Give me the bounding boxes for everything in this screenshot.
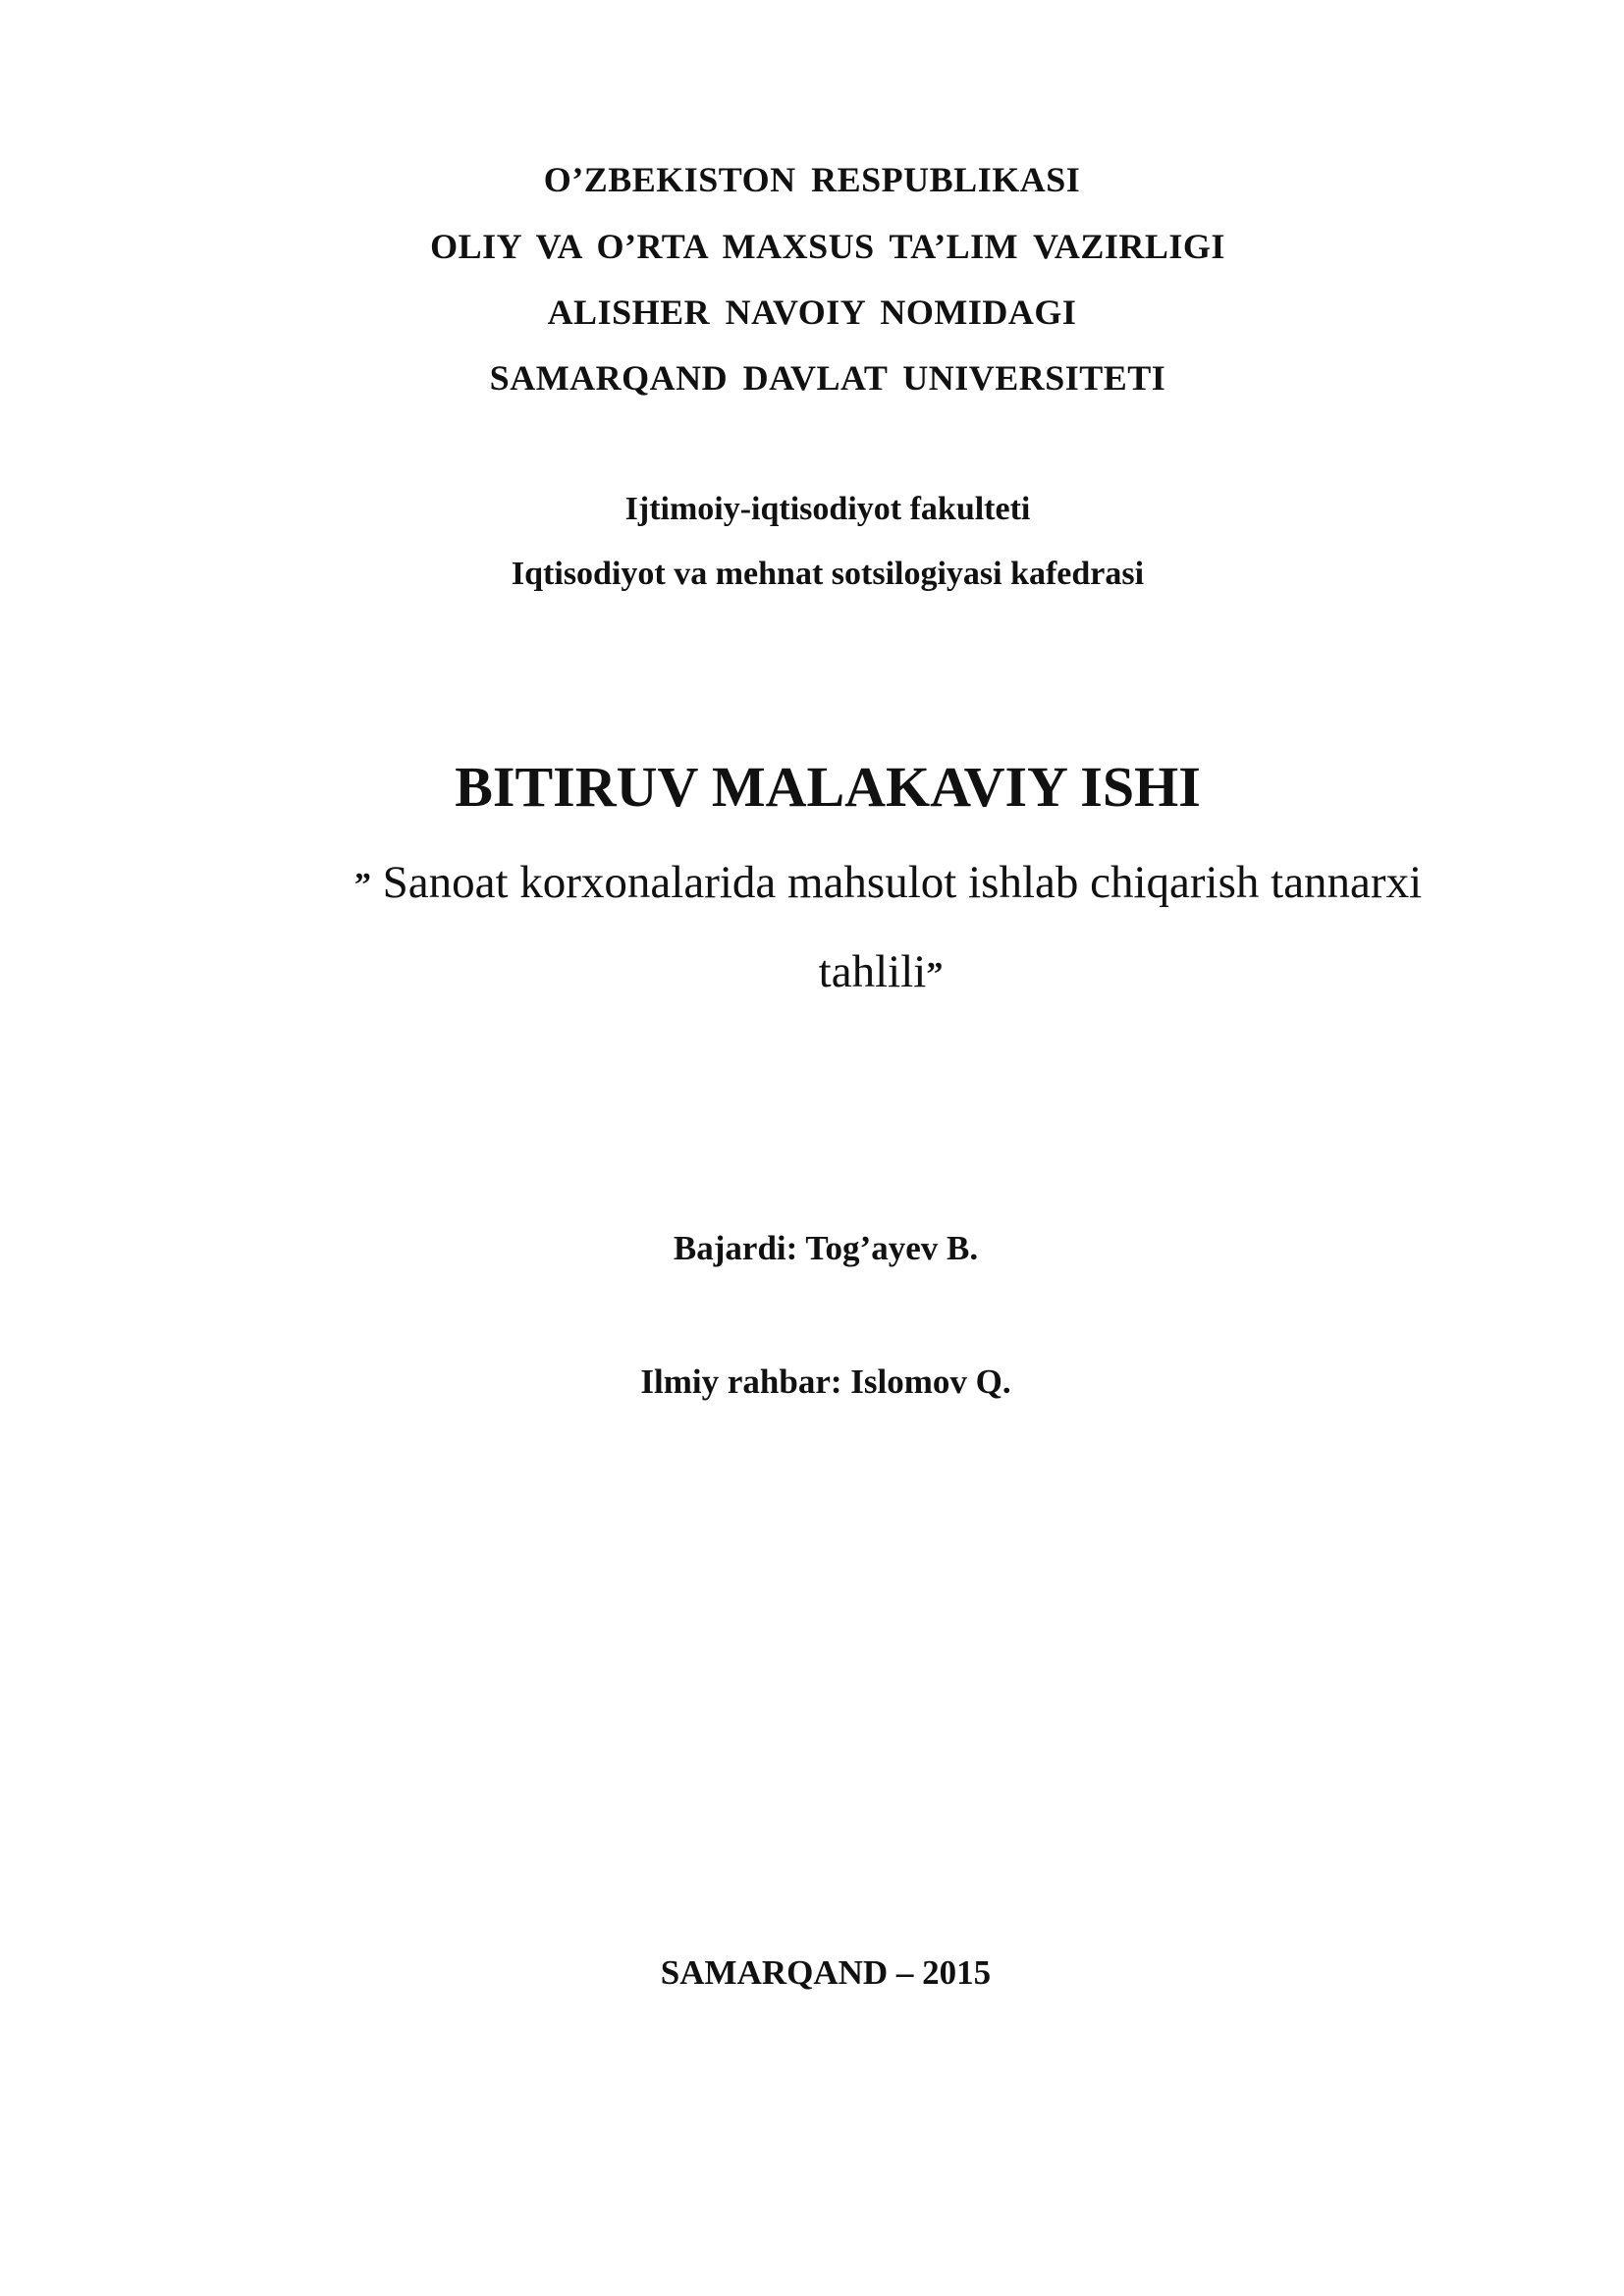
- topic-close-quote: ”: [926, 956, 944, 992]
- performed-by: Bajardi: Tog’ayev B.: [673, 1229, 979, 1267]
- document-type-title: BITIRUV MALAKAVIY ISHI: [455, 755, 1201, 819]
- university-name-line: SAMARQAND DAVLAT UNIVERSITETI: [489, 358, 1166, 398]
- scientific-supervisor: Ilmiy rahbar: Islomov Q.: [640, 1362, 1011, 1401]
- topic-text-line-2: tahlili: [818, 946, 927, 997]
- thesis-topic-line-2: [69, 945, 1624, 998]
- university-name-prefix-line: ALISHER NAVOIY NOMIDAGI: [547, 293, 1077, 332]
- place-and-year: SAMARQAND – 2015: [660, 1953, 992, 1992]
- ministry-country-line: O’ZBEKISTON RESPUBLIKASI: [543, 160, 1081, 199]
- thesis-topic-line-1: [0, 856, 1624, 909]
- ministry-name-line: OLIY VA O’RTA MAXSUS TA’LIM VAZIRLIGI: [430, 227, 1225, 266]
- faculty-name: Ijtimoiy-iqtisodiyot fakulteti: [624, 491, 1031, 527]
- topic-open-quote: ”: [353, 867, 371, 903]
- department-name: Iqtisodiyot va mehnat sotsilogiyasi kafedrasi: [511, 556, 1145, 592]
- topic-text-line-1: Sanoat korxonalarida mahsulot ishlab chiqarish tannarxi: [370, 857, 1423, 908]
